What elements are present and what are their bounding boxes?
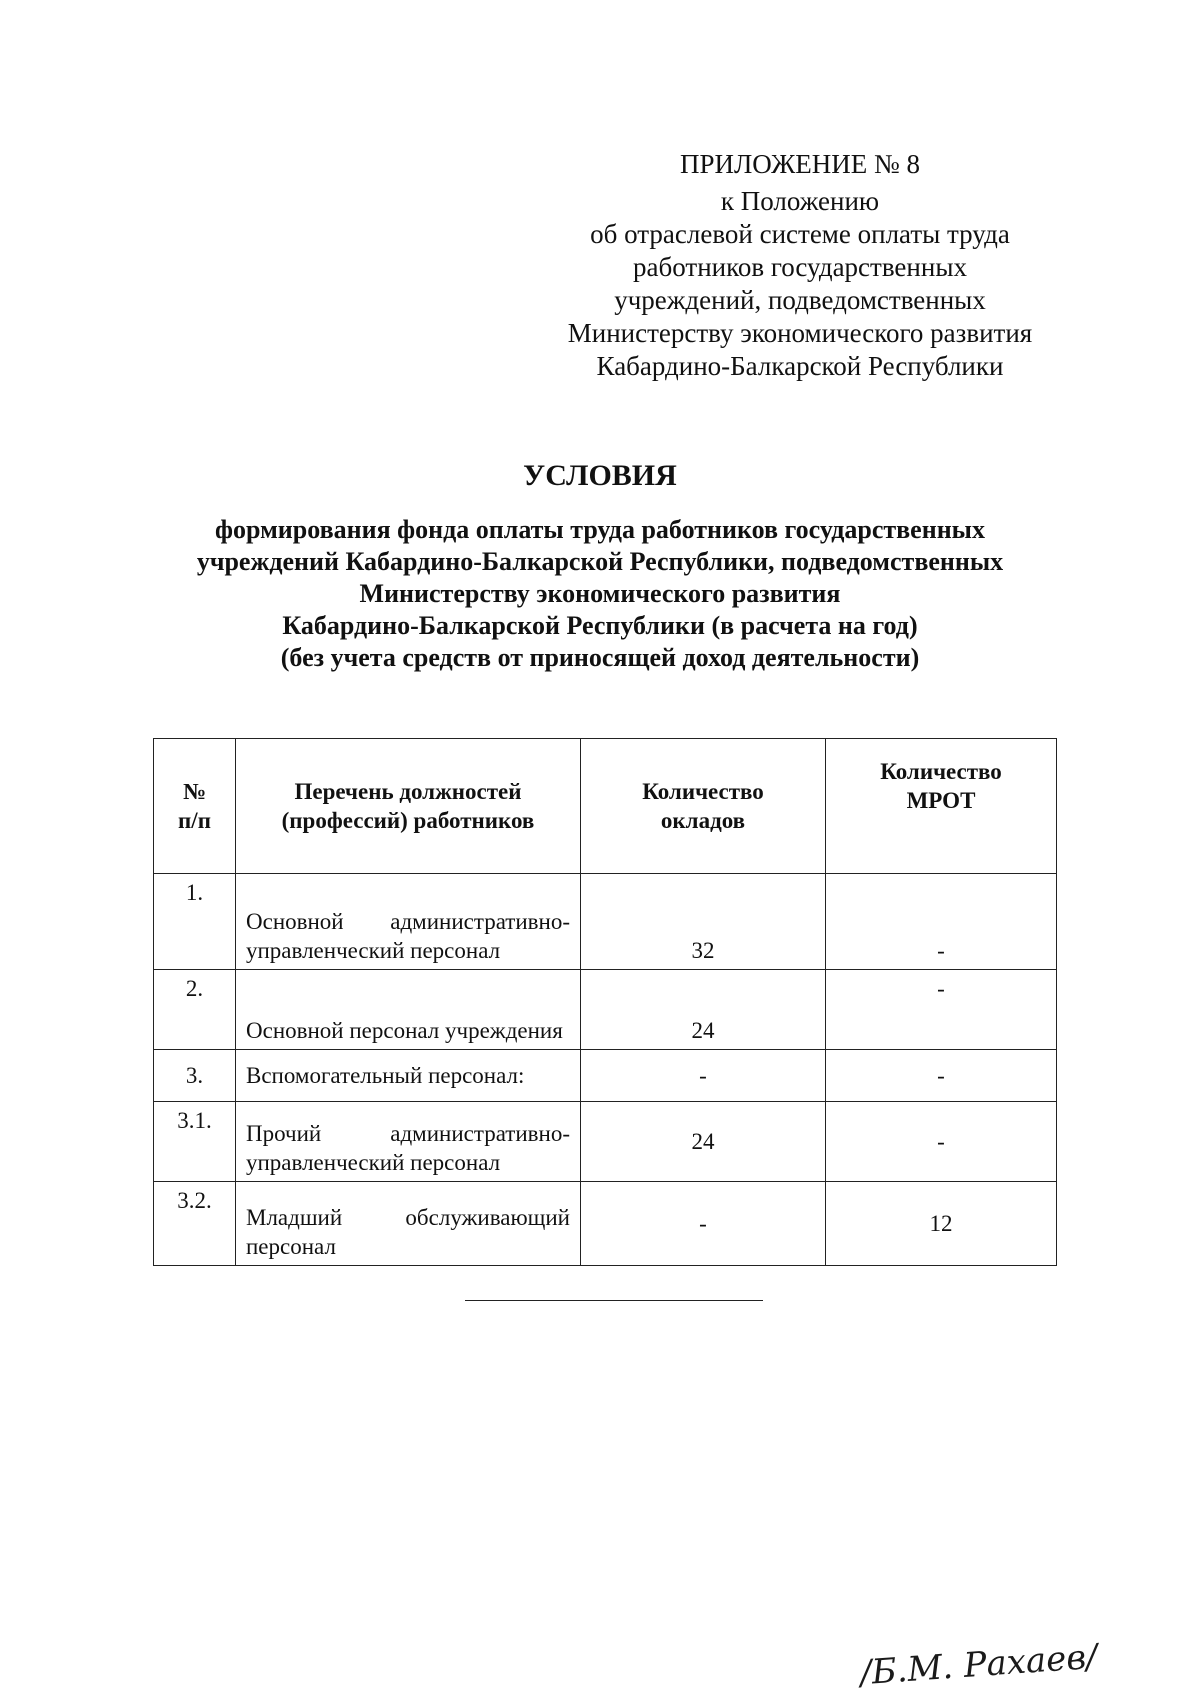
appendix-line: учреждений, подведомственных — [614, 285, 986, 315]
row-position: Основной персонал учреждения — [236, 970, 581, 1050]
row-position: Вспомогательный персонал: — [236, 1050, 581, 1102]
handwritten-signature: /Б.М. Рахаев/ — [858, 1636, 1099, 1694]
table-row — [154, 1102, 1057, 1182]
heading-line: учреждений Кабардино-Балкарской Республики, подведомственных — [196, 547, 1004, 576]
heading-line: Кабардино-Балкарской Республики (в расчета на год) — [282, 611, 918, 640]
table-row — [154, 874, 1057, 970]
table-header-row — [154, 739, 1057, 874]
row-salary-count: - — [581, 1050, 826, 1102]
row-mrot-count: 12 — [826, 1182, 1057, 1266]
appendix-block — [520, 148, 1080, 383]
heading-line: формирования фонда оплаты труда работников государственных — [215, 515, 985, 544]
table-row — [154, 1050, 1057, 1102]
row-salary-count: 24 — [581, 970, 826, 1050]
row-mrot-count: - — [826, 970, 1057, 1050]
row-salary-count: - — [581, 1182, 826, 1266]
row-number: 1. — [154, 874, 236, 970]
appendix-line: работников государственных — [633, 252, 967, 282]
row-number: 3. — [154, 1050, 236, 1102]
header-salary-count: Количество окладов — [581, 739, 826, 874]
document-title: УСЛОВИЯ — [523, 459, 677, 492]
row-number: 2. — [154, 970, 236, 1050]
conditions-table — [153, 738, 1057, 1266]
row-position: Младший обслуживающий персонал — [236, 1182, 581, 1266]
heading-line: (без учета средств от приносящей доход деятельности) — [280, 643, 920, 672]
row-mrot-count: - — [826, 1050, 1057, 1102]
appendix-line: Министерству экономического развития — [567, 318, 1033, 348]
header-position-list: Перечень должностей (профессий) работников — [236, 739, 581, 874]
row-salary-count: 32 — [581, 874, 826, 970]
appendix-title: ПРИЛОЖЕНИЕ № 8 — [679, 149, 921, 179]
table-row — [154, 970, 1057, 1050]
table-row — [154, 1182, 1057, 1266]
row-number: 3.1. — [154, 1102, 236, 1182]
appendix-line: к Положению — [720, 186, 880, 216]
footer-divider — [465, 1300, 763, 1301]
row-mrot-count: - — [826, 874, 1057, 970]
header-num: № п/п — [154, 739, 236, 874]
row-salary-count: 24 — [581, 1102, 826, 1182]
row-mrot-count: - — [826, 1102, 1057, 1182]
row-position: Основной административно-управленческий персонал — [236, 874, 581, 970]
appendix-line: Кабардино-Балкарской Республики — [596, 351, 1004, 381]
document-heading — [120, 458, 1080, 674]
row-position: Прочий административно-управленческий персонал — [236, 1102, 581, 1182]
heading-line: Министерству экономического развития — [359, 579, 841, 608]
row-number: 3.2. — [154, 1182, 236, 1266]
header-mrot-count: Количество МРОТ — [826, 739, 1057, 874]
appendix-line: об отраслевой системе оплаты труда — [590, 219, 1010, 249]
